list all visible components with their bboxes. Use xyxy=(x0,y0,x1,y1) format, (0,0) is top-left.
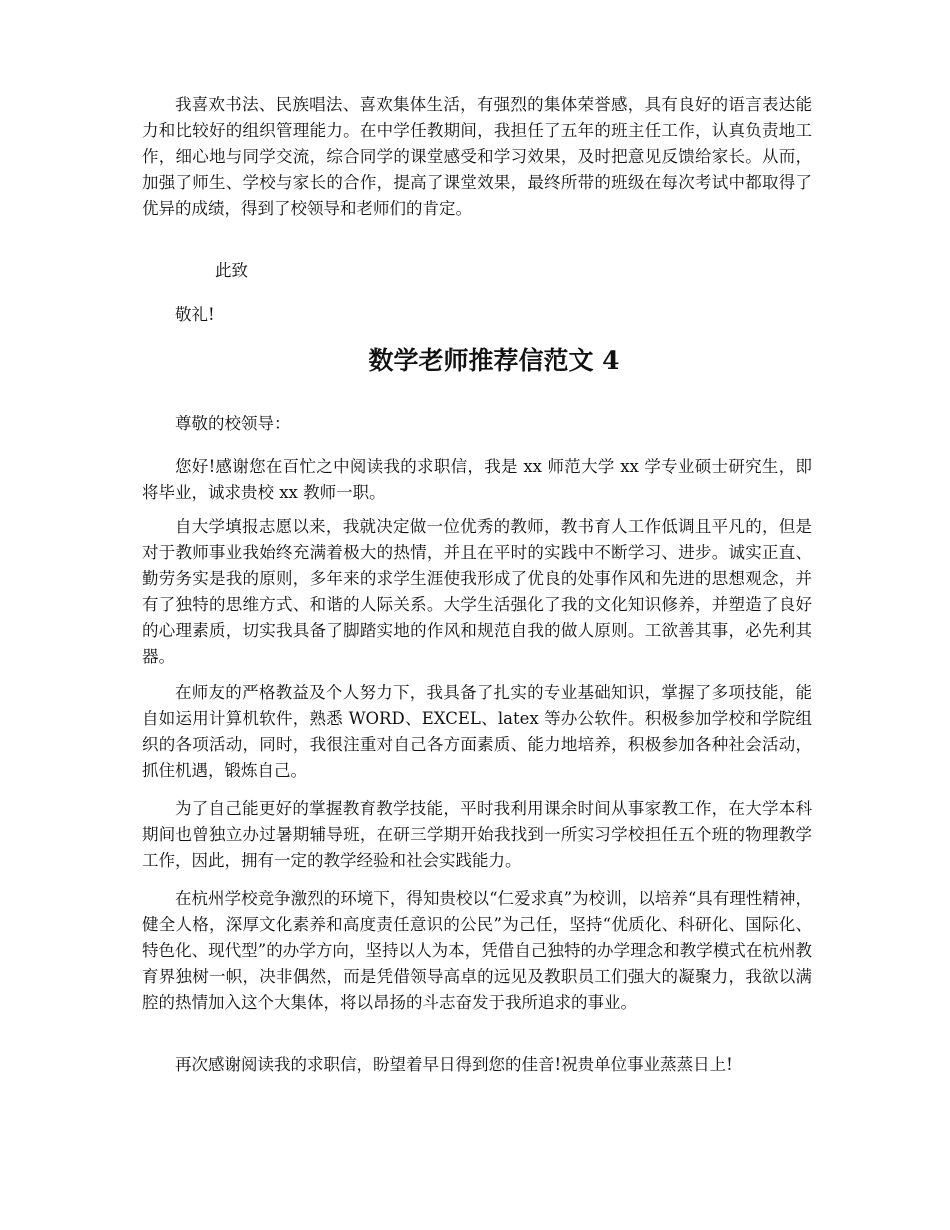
closing-salute: 敬礼! xyxy=(175,305,215,324)
body-paragraph-4: 为了自己能更好的掌握教育教学技能，平时我利用课余时间从事家教工作，在大学本科期间也曾独立办过暑期辅导班，在研三学期开始我找到一所实习学校担任五个班的物理教学工作，因此，拥有一定的教学经验和社会实践能力。 xyxy=(142,799,812,870)
document-title: 数学老师推荐信范文 4 xyxy=(368,346,620,375)
body-paragraph-1: 您好!感谢您在百忙之中阅读我的求职信，我是 xx 师范大学 xx 学专业硕士研究生，即将毕业，诚求贵校 xx 教师一职。 xyxy=(142,457,812,502)
intro-paragraph: 我喜欢书法、民族唱法、喜欢集体生活，有强烈的集体荣誉感，具有良好的语言表达能力和比较好的组织管理能力。在中学任教期间，我担任了五年的班主任工作，认真负责地工作，细心地与同学交流，综合同学的课堂感受和学习效果，及时把意见反馈给家长。从而，加强了师生、学校与家长的合作，提高了课堂效果，最终所带的班级在每次考试中都取得了优异的成绩，得到了校领导和老师们的肯定。 xyxy=(142,95,812,218)
body-paragraph-2: 自大学填报志愿以来，我就决定做一位优秀的教师，教书育人工作低调且平凡的，但是对于教师事业我始终充满着极大的热情，并且在平时的实践中不断学习、进步。诚实正直、勤劳务实是我的原则，多年来的求学生涯使我形成了优良的处事作风和先进的思想观念，并有了独特的思维方式、和谐的人际关系。大学生活强化了我的文化知识修养，并塑造了良好的心理素质，切实我具备了脚踏实地的作风和规范自我的做人原则。工欲善其事，必先利其器。 xyxy=(142,517,812,666)
body-paragraph-5: 在杭州学校竞争激烈的环境下，得知贵校以“仁爱求真”为校训，以培养“具有理性精神，健全人格，深厚文化素养和高度责任意识的公民”为己任，坚持“优质化、科研化、国际化、特色化、现代型”的办学方向，坚持以人为本，凭借自己独特的办学理念和教学模式在杭州教育界独树一帜，决非偶然，而是凭借领导高卓的远见及教职员工们强大的凝聚力，我欲以满腔的热情加入这个大集体，将以昂扬的斗志奋发于我所追求的事业。 xyxy=(142,889,812,1012)
body-paragraph-3: 在师友的严格教益及个人努力下，我具备了扎实的专业基础知识，掌握了多项技能，能自如运用计算机软件，熟悉 WORD、EXCEL、latex 等办公软件。积极参加学校和学院组织的各项活动，同时，我很注重对自己各方面素质、能力地培养，积极参加各种社会活动，抓住机遇，锻炼自己。 xyxy=(142,683,812,780)
body-paragraph-6: 再次感谢阅读我的求职信，盼望着早日得到您的佳音!祝贵单位事业蒸蒸日上! xyxy=(175,1055,733,1074)
closing-greeting: 此致 xyxy=(215,261,248,280)
salutation: 尊敬的校领导： xyxy=(175,414,291,433)
